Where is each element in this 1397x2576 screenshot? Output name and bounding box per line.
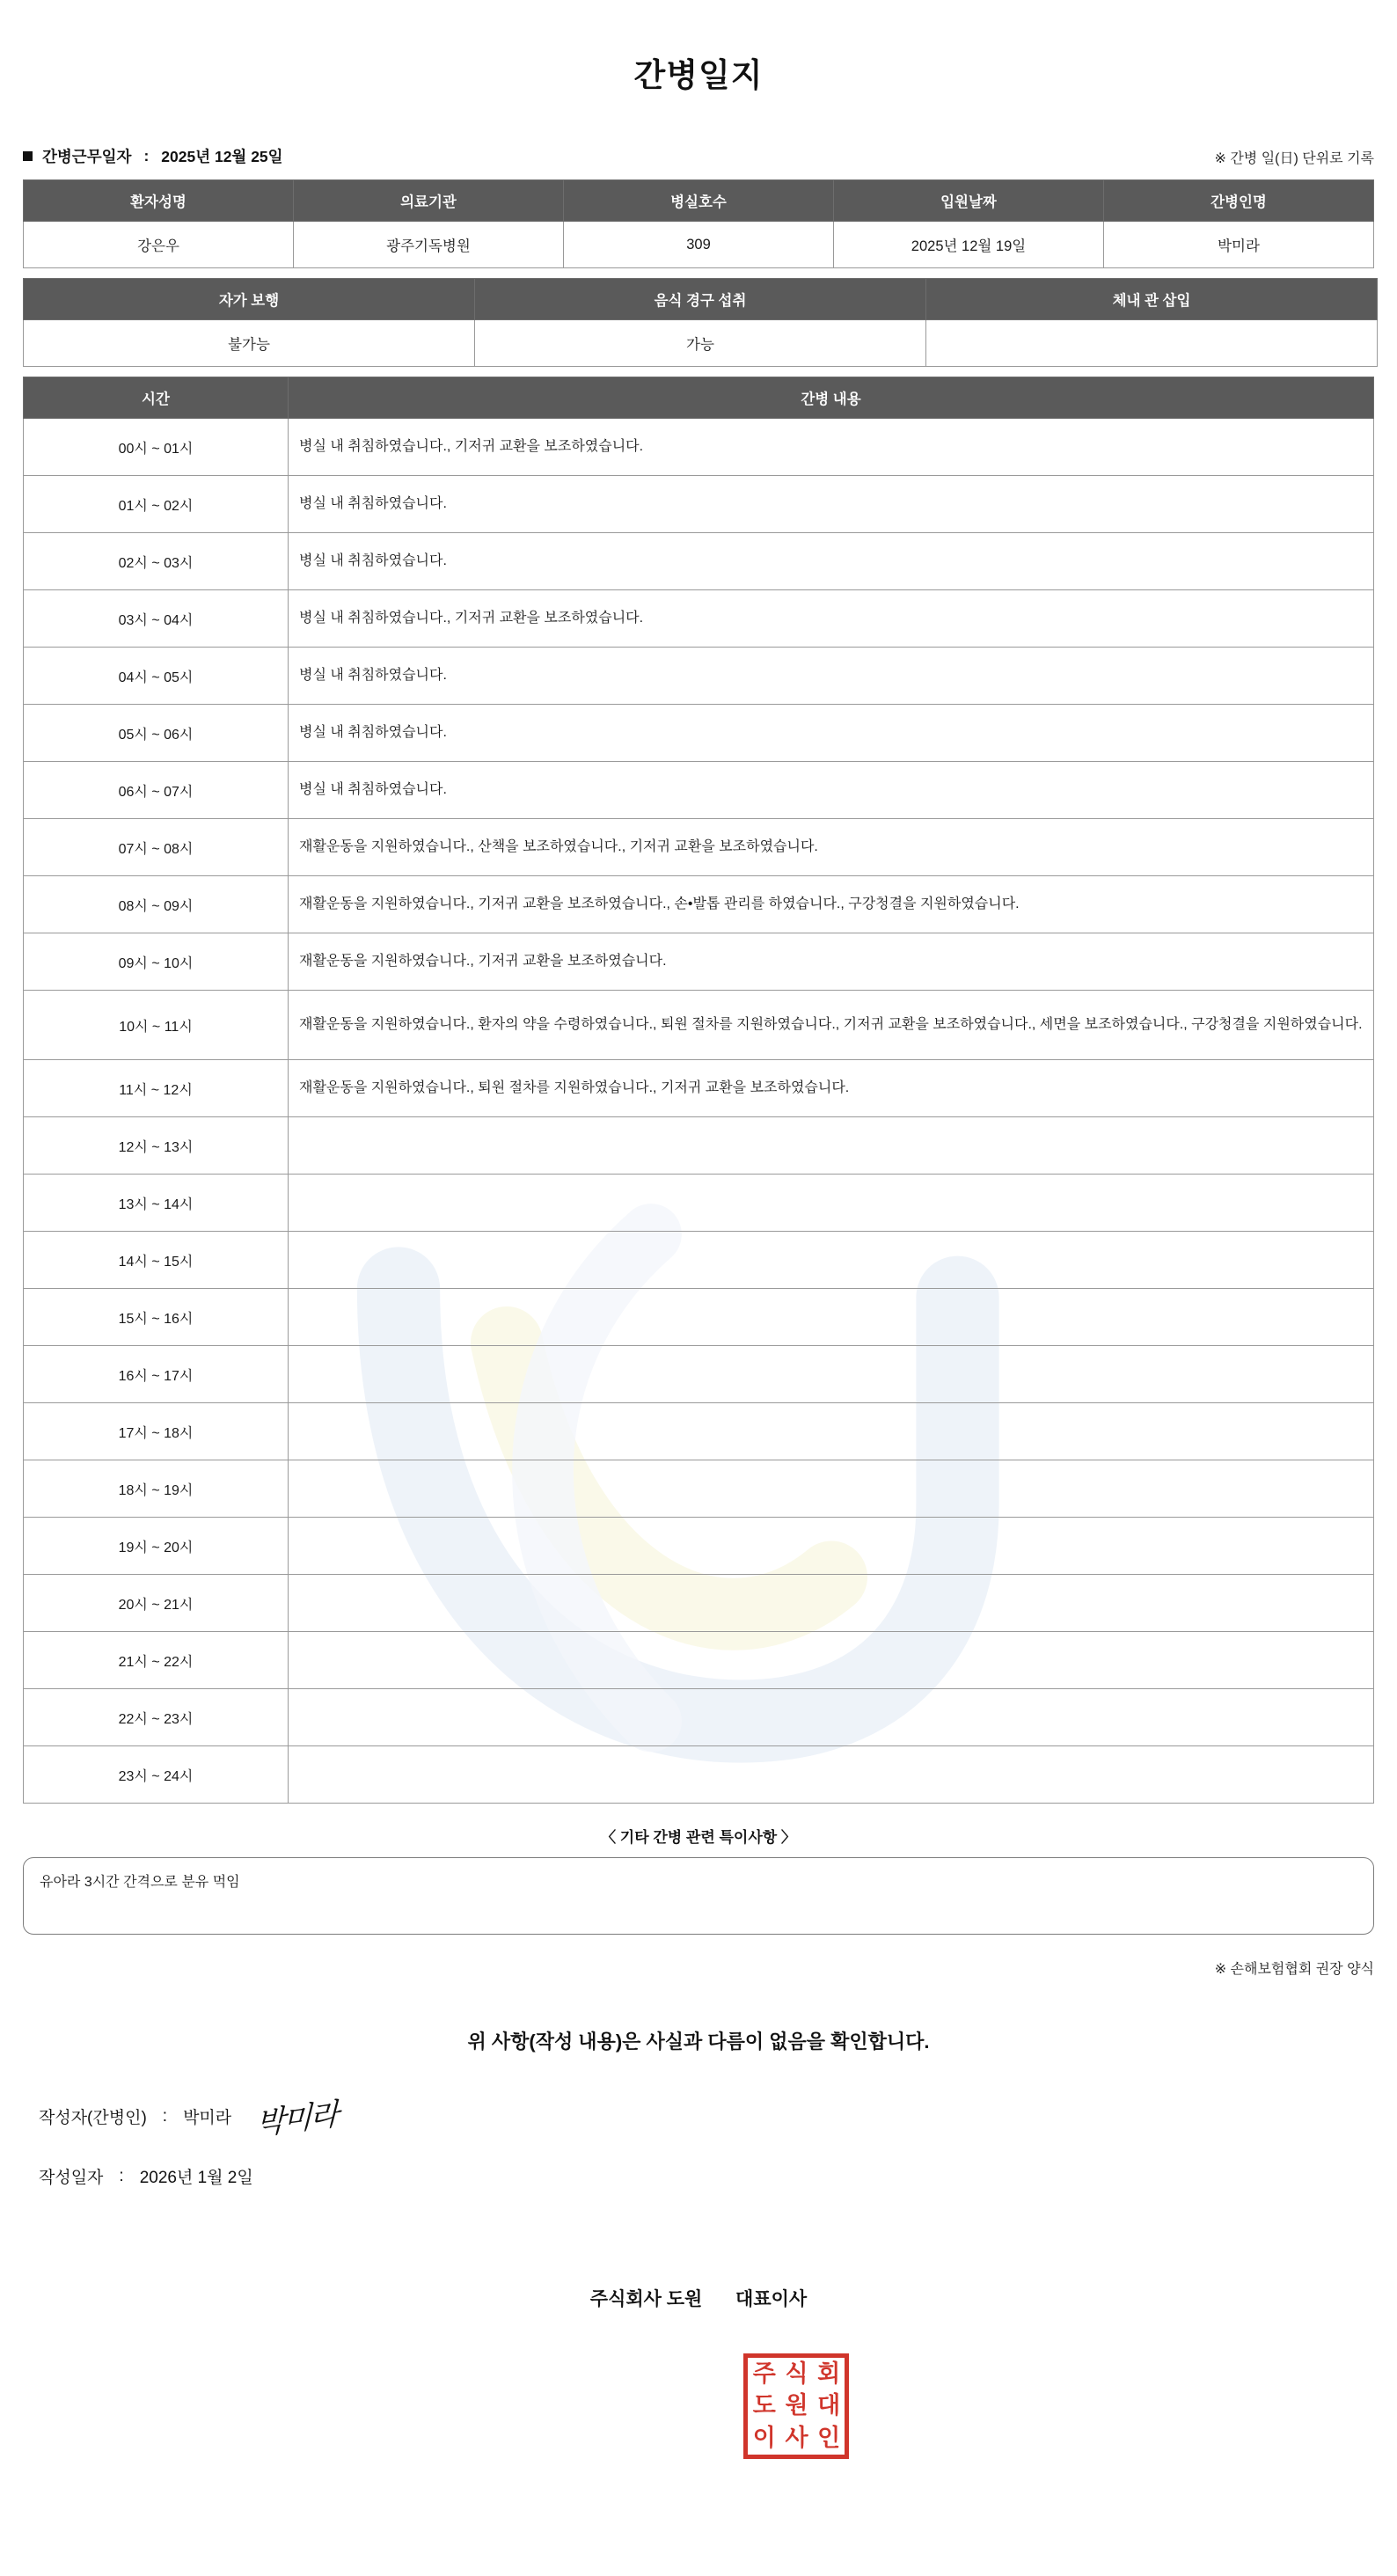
log-time: 20시 ~ 21시 <box>24 1575 289 1632</box>
patient-info-table <box>23 179 1374 268</box>
log-content <box>289 1746 1374 1804</box>
log-time: 12시 ~ 13시 <box>24 1117 289 1175</box>
log-time: 04시 ~ 05시 <box>24 648 289 705</box>
company-name: 주식회사 도원 <box>589 2289 703 2309</box>
log-content <box>289 1689 1374 1746</box>
etc-section-title: 〈 기타 간병 관련 특이사항 〉 <box>601 1829 796 1846</box>
care-condition-table <box>23 278 1378 367</box>
header-self-walking: 자가 보행 <box>24 279 475 320</box>
log-time: 21시 ~ 22시 <box>24 1632 289 1689</box>
header-hospital: 의료기관 <box>294 180 564 222</box>
value-self-walking: 불가능 <box>24 320 475 367</box>
table-row <box>24 1403 1374 1460</box>
table-row <box>24 1746 1374 1804</box>
header-room-number: 병실호수 <box>564 180 834 222</box>
header-care-content: 간병 내용 <box>289 377 1374 419</box>
log-time: 13시 ~ 14시 <box>24 1175 289 1232</box>
value-hospital: 광주기독병원 <box>294 222 564 268</box>
seal-char: 이 <box>752 2425 775 2453</box>
log-time: 19시 ~ 20시 <box>24 1518 289 1575</box>
association-note: ※ 손해보험협회 권장 양식 <box>1214 1962 1374 1977</box>
log-time: 06시 ~ 07시 <box>24 762 289 819</box>
log-content: 재활운동을 지원하였습니다., 기저귀 교환을 보조하였습니다. <box>289 933 1374 991</box>
table-row <box>24 1289 1374 1346</box>
table-row <box>24 476 1374 533</box>
seal-char: 회 <box>817 2360 840 2388</box>
table-row <box>24 533 1374 590</box>
log-time: 05시 ~ 06시 <box>24 705 289 762</box>
value-room-number: 309 <box>564 222 834 268</box>
table-row <box>24 222 1374 268</box>
writer-colon: : <box>162 2106 168 2126</box>
table-row <box>24 1117 1374 1175</box>
writer-name: 박미라 <box>183 2109 232 2127</box>
seal-char: 식 <box>785 2360 808 2388</box>
table-row <box>24 1175 1374 1232</box>
log-content: 재활운동을 지원하였습니다., 기저귀 교환을 보조하였습니다., 손•발톱 관리를 하였습니다., 구강청결을 지원하였습니다. <box>289 876 1374 933</box>
log-content: 재활운동을 지원하였습니다., 산책을 보조하였습니다., 기저귀 교환을 보조하였습니다. <box>289 819 1374 876</box>
log-time: 03시 ~ 04시 <box>24 590 289 648</box>
header-patient-name: 환자성명 <box>24 180 294 222</box>
seal-char: 원 <box>785 2392 808 2420</box>
log-content <box>289 1518 1374 1575</box>
seal-char: 도 <box>752 2392 775 2420</box>
signature-block <box>39 2095 1397 2188</box>
log-time: 08시 ~ 09시 <box>24 876 289 933</box>
log-time: 10시 ~ 11시 <box>24 991 289 1060</box>
log-content: 병실 내 취침하였습니다., 기저귀 교환을 보조하였습니다. <box>289 419 1374 476</box>
log-time: 16시 ~ 17시 <box>24 1346 289 1403</box>
company-role: 대표이사 <box>735 2289 808 2309</box>
log-content <box>289 1232 1374 1289</box>
log-time: 22시 ~ 23시 <box>24 1689 289 1746</box>
log-content <box>289 1117 1374 1175</box>
header-caregiver-name: 간병인명 <box>1104 180 1374 222</box>
meta-row <box>23 145 1374 167</box>
log-content: 병실 내 취침하였습니다. <box>289 648 1374 705</box>
write-date-label: 작성일자 <box>39 2169 104 2187</box>
log-content <box>289 1289 1374 1346</box>
table-row <box>24 876 1374 933</box>
table-header-row <box>24 180 1374 222</box>
value-caregiver-name: 박미라 <box>1104 222 1374 268</box>
value-tube-insertion <box>926 320 1378 367</box>
value-oral-intake: 가능 <box>475 320 926 367</box>
write-date-line <box>39 2164 1397 2188</box>
write-date-value: 2026년 1월 2일 <box>139 2169 253 2187</box>
table-row <box>24 991 1374 1060</box>
handwritten-signature: 박미라 <box>256 2097 338 2142</box>
confirmation-statement: 위 사항(작성 내용)은 사실과 다름이 없음을 확인합니다. <box>467 2031 930 2053</box>
table-row <box>24 419 1374 476</box>
log-time: 15시 ~ 16시 <box>24 1289 289 1346</box>
company-line <box>0 2285 1397 2311</box>
log-content: 병실 내 취침하였습니다. <box>289 705 1374 762</box>
log-content <box>289 1346 1374 1403</box>
work-date-block <box>23 145 283 167</box>
log-content <box>289 1575 1374 1632</box>
log-time: 00시 ~ 01시 <box>24 419 289 476</box>
log-content <box>289 1632 1374 1689</box>
table-row <box>24 648 1374 705</box>
table-row <box>24 762 1374 819</box>
log-content <box>289 1403 1374 1460</box>
work-date-label: 간병근무일자 <box>42 148 132 165</box>
log-time: 14시 ~ 15시 <box>24 1232 289 1289</box>
table-row <box>24 1689 1374 1746</box>
writer-label: 작성자(간병인) <box>39 2109 147 2127</box>
seal-char: 대 <box>817 2392 840 2420</box>
table-row <box>24 1632 1374 1689</box>
page-title: 간병일지 <box>633 57 764 93</box>
seal-char: 주 <box>752 2360 775 2388</box>
header-tube-insertion: 체내 관 삽입 <box>926 279 1378 320</box>
table-row <box>24 1232 1374 1289</box>
table-row <box>24 1346 1374 1403</box>
log-content: 병실 내 취침하였습니다. <box>289 476 1374 533</box>
writer-line <box>39 2095 1397 2142</box>
value-patient-name: 강은우 <box>24 222 294 268</box>
log-content: 재활운동을 지원하였습니다., 환자의 약을 수령하였습니다., 퇴원 절차를 지원하였습니다., 기저귀 교환을 보조하였습니다., 세면을 보조하였습니다., 구강청결을 지원하였습니다. <box>289 991 1374 1060</box>
bullet-square-icon <box>23 151 33 161</box>
log-time: 18시 ~ 19시 <box>24 1460 289 1518</box>
log-content: 병실 내 취침하였습니다., 기저귀 교환을 보조하였습니다. <box>289 590 1374 648</box>
log-time: 02시 ~ 03시 <box>24 533 289 590</box>
table-row <box>24 933 1374 991</box>
table-row <box>24 1518 1374 1575</box>
table-row <box>24 320 1378 367</box>
log-time: 11시 ~ 12시 <box>24 1060 289 1117</box>
seal-char: 사 <box>785 2425 808 2453</box>
log-time: 01시 ~ 02시 <box>24 476 289 533</box>
log-content: 병실 내 취침하였습니다. <box>289 762 1374 819</box>
work-date-colon: : <box>143 147 150 165</box>
log-time: 23시 ~ 24시 <box>24 1746 289 1804</box>
etc-notes-box: 유아라 3시간 간격으로 분유 먹임 <box>23 1857 1374 1935</box>
value-admission-date: 2025년 12월 19일 <box>834 222 1104 268</box>
header-time: 시간 <box>24 377 289 419</box>
table-header-row <box>24 279 1378 320</box>
log-content: 병실 내 취침하였습니다. <box>289 533 1374 590</box>
log-content <box>289 1460 1374 1518</box>
hourly-log-table <box>23 377 1374 1804</box>
seal-char: 인 <box>817 2425 840 2453</box>
log-content <box>289 1175 1374 1232</box>
header-oral-intake: 음식 경구 섭취 <box>475 279 926 320</box>
log-time: 09시 ~ 10시 <box>24 933 289 991</box>
table-row <box>24 1575 1374 1632</box>
log-time: 07시 ~ 08시 <box>24 819 289 876</box>
unit-note: ※ 간병 일(日) 단위로 기록 <box>1214 151 1374 166</box>
table-row <box>24 590 1374 648</box>
table-header-row <box>24 377 1374 419</box>
table-row <box>24 1060 1374 1117</box>
table-row <box>24 705 1374 762</box>
table-row <box>24 819 1374 876</box>
header-admission-date: 입원날짜 <box>834 180 1104 222</box>
table-row <box>24 1460 1374 1518</box>
log-time: 17시 ~ 18시 <box>24 1403 289 1460</box>
log-content: 재활운동을 지원하였습니다., 퇴원 절차를 지원하였습니다., 기저귀 교환을 보조하였습니다. <box>289 1060 1374 1117</box>
company-seal-stamp <box>743 2353 849 2459</box>
write-date-colon: : <box>119 2166 124 2185</box>
work-date-value: 2025년 12월 25일 <box>161 148 283 165</box>
